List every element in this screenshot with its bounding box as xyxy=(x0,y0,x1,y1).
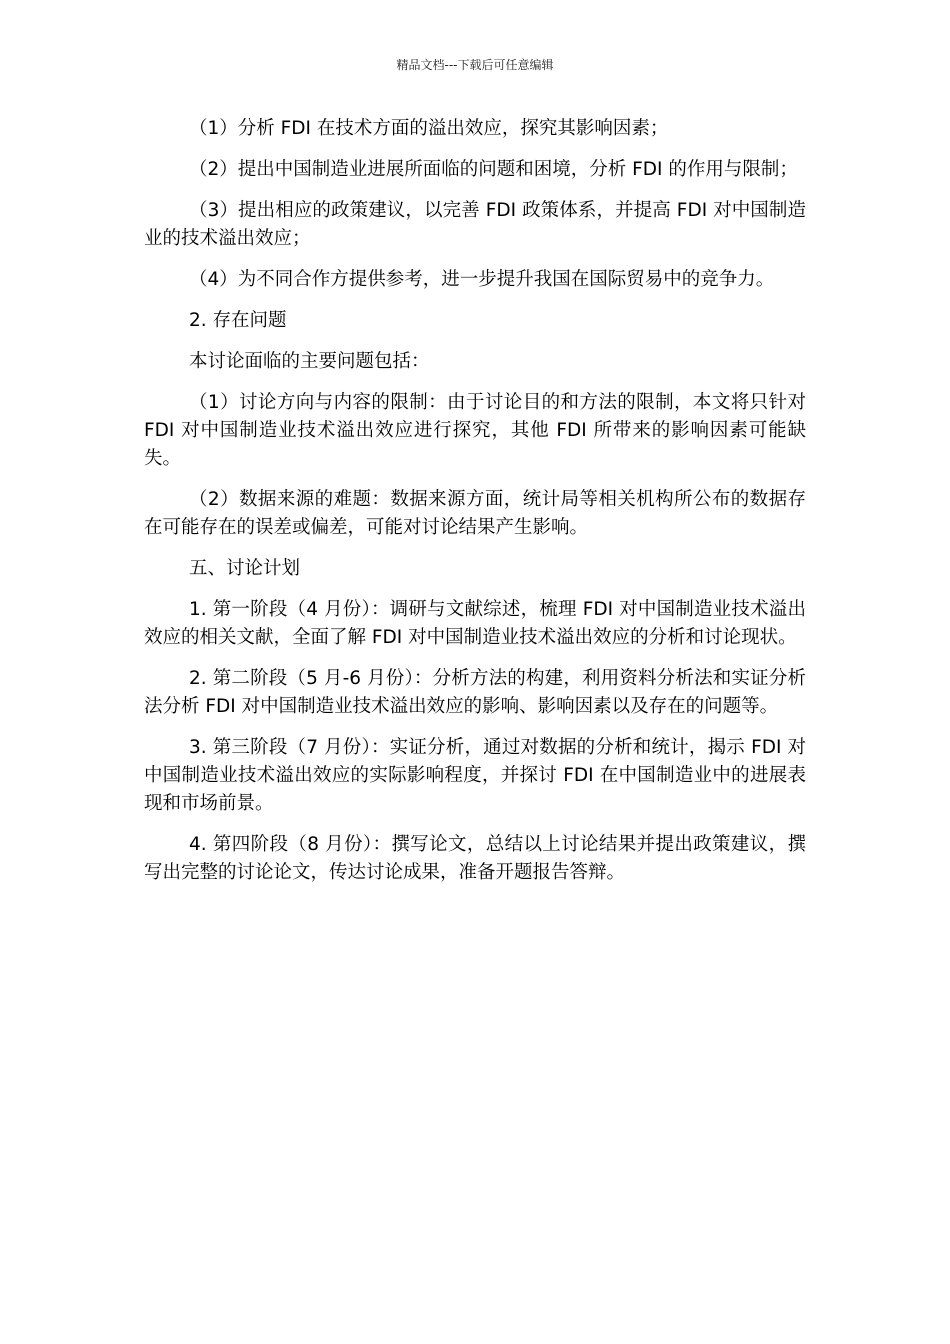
paragraph-problem-1: （1）讨论方向与内容的限制：由于讨论目的和方法的限制，本文将只针对 FDI 对中国制造业技术溢出效应进行探究，其他 FDI 所带来的影响因素可能缺失。 xyxy=(144,392,806,469)
paragraph-plan-stage-1: 1. 第一阶段（4 月份）：调研与文献综述，梳理 FDI 对中国制造业技术溢出效应的相关文献，全面了解 FDI 对中国制造业技术溢出效应的分析和讨论现状。 xyxy=(144,599,806,648)
section-heading-plan: 五、讨论计划 xyxy=(189,558,301,579)
paragraph-objective-3: （3）提出相应的政策建议，以完善 FDI 政策体系，并提高 FDI 对中国制造业的技术溢出效应； xyxy=(144,200,806,249)
paragraph-problems-intro: 本讨论面临的主要问题包括： xyxy=(189,351,430,372)
paragraph-objective-2: （2）提出中国制造业进展所面临的问题和困境，分析 FDI 的作用与限制； xyxy=(189,159,798,180)
page-header: 精品文档---下载后可任意编辑 xyxy=(396,58,554,72)
paragraph-plan-stage-2: 2. 第二阶段（5 月-6 月份）：分析方法的构建，利用资料分析法和实证分析法分析 FDI 对中国制造业技术溢出效应的影响、影响因素以及存在的问题等。 xyxy=(144,668,806,717)
paragraph-plan-stage-3: 3. 第三阶段（7 月份）：实证分析，通过对数据的分析和统计，揭示 FDI 对中国制造业技术溢出效应的实际影响程度，并探讨 FDI 在中国制造业中的进展表现和市场前景。 xyxy=(144,737,806,814)
section-heading-problems: 2. 存在问题 xyxy=(189,310,287,331)
paragraph-objective-1: （1）分析 FDI 在技术方面的溢出效应，探究其影响因素； xyxy=(189,118,669,139)
paragraph-objective-4: （4）为不同合作方提供参考，进一步提升我国在国际贸易中的竞争力。 xyxy=(189,269,775,290)
paragraph-problem-2: （2）数据来源的难题：数据来源方面，统计局等相关机构所公布的数据存在可能存在的误差或偏差，可能对讨论结果产生影响。 xyxy=(144,489,806,538)
paragraph-plan-stage-4: 4. 第四阶段（8 月份）：撰写论文，总结以上讨论结果并提出政策建议，撰写出完整的讨论论文，传达讨论成果，准备开题报告答辩。 xyxy=(144,834,806,883)
document-body xyxy=(144,115,806,900)
